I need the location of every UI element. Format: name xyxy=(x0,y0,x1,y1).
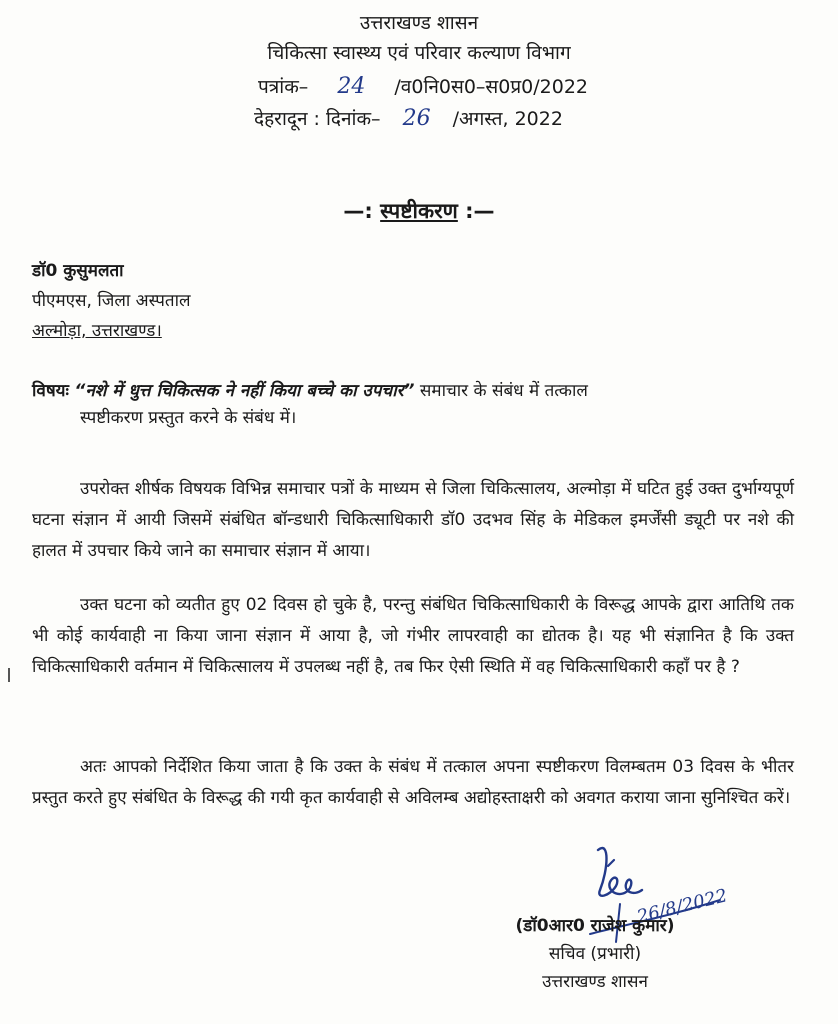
subject-line xyxy=(32,378,796,432)
recipient-location: अल्मोड़ा, उत्तराखण्ड। xyxy=(32,321,162,341)
subject-label: विषयः xyxy=(32,381,69,401)
subject-rest-1: समाचार के संबंध में तत्काल xyxy=(419,381,588,401)
date-suffix: /अगस्त, 2022 xyxy=(452,108,563,130)
govt-name: उत्तराखण्ड शासन xyxy=(359,12,479,34)
ref-label: पत्रांक– xyxy=(258,76,309,98)
letter-title xyxy=(0,196,838,226)
subject-rest-2: स्पष्टीकरण प्रस्तुत करने के संबंध में। xyxy=(80,408,297,428)
subject-quote: “नशे में धुत्त चिकित्सक ने नहीं किया बच्चे का उपचार” xyxy=(74,381,415,401)
signatory-block xyxy=(490,912,700,996)
body-paragraph-1: उपरोक्त शीर्षक विषयक विभिन्न समाचार पत्रों के माध्यम से जिला चिकित्सालय, अल्मोड़ा में घटित हुई उक्त दुर्भाग्यपूर्ण घटना संज्ञान में आयी जिसमें संबंधित बॉन्डधारी चिकित्साधिकारी डॉ0 उदभव सिंह के मेडिकल इमर्जेंसी ड्यूटी पर नशे की हालत में उपचार किये जाने का समाचार संज्ञान में आया। xyxy=(32,479,794,561)
body-paragraph-2: उक्त घटना को व्यतीत हुए 02 दिवस हो चुके है, परन्तु संबंधित चिकित्साधिकारी के विरूद्ध आपके द्वारा आतिथि तक भी कोई कार्यवाही ना किया जाना संज्ञान में आया है, जो गंभीर लापरवाही का द्योतक है। यह भी संज्ञानित है कि उक्त चिकित्साधिकारी वर्तमान में चिकित्सालय में उपलब्ध नहीं है, तब फिर ऐसी स्थिति में वह चिकित्साधिकारी कहाँ पर है ? xyxy=(32,595,794,677)
body-paragraph-3: अतः आपको निर्देशित किया जाता है कि उक्त के संबंध में तत्काल अपना स्पष्टीकरण विलम्बतम 03 दिवस के भीतर प्रस्तुत करते हुए संबंधित के विरूद्ध की गयी कृत कार्यवाही से अविलम्ब अद्योहस्ताक्षरी को अवगत कराया जाना सुनिश्चित करें। xyxy=(32,757,794,808)
date-day-handwritten: 26 xyxy=(402,106,431,131)
signature-date-handwritten: 26/8/2022 xyxy=(634,885,730,928)
ref-suffix: /व0नि0स0–स0प्र0/2022 xyxy=(394,76,589,98)
signatory-name: (डॉ0आर0 राजेश कुमार) xyxy=(515,916,675,936)
department-name: चिकित्सा स्वास्थ्य एवं परिवार कल्याण विभाग xyxy=(267,42,571,64)
signatory-designation: सचिव (प्रभारी) xyxy=(548,944,642,964)
signatory-office: उत्तराखण्ड शासन xyxy=(542,972,648,992)
date-label: देहरादून : दिनांक– xyxy=(254,108,381,130)
recipient-designation: पीएमएस, जिला अस्पताल xyxy=(32,291,191,311)
recipient-name: डॉ0 कुसुमलता xyxy=(32,261,124,281)
ref-number-handwritten: 24 xyxy=(337,74,366,99)
reference-number xyxy=(258,74,588,100)
letter-date xyxy=(254,106,563,132)
title-text: स्पष्टीकरण xyxy=(380,199,458,223)
margin-mark xyxy=(8,668,10,682)
title-suffix: :— xyxy=(465,199,495,223)
title-prefix: —: xyxy=(343,199,373,223)
